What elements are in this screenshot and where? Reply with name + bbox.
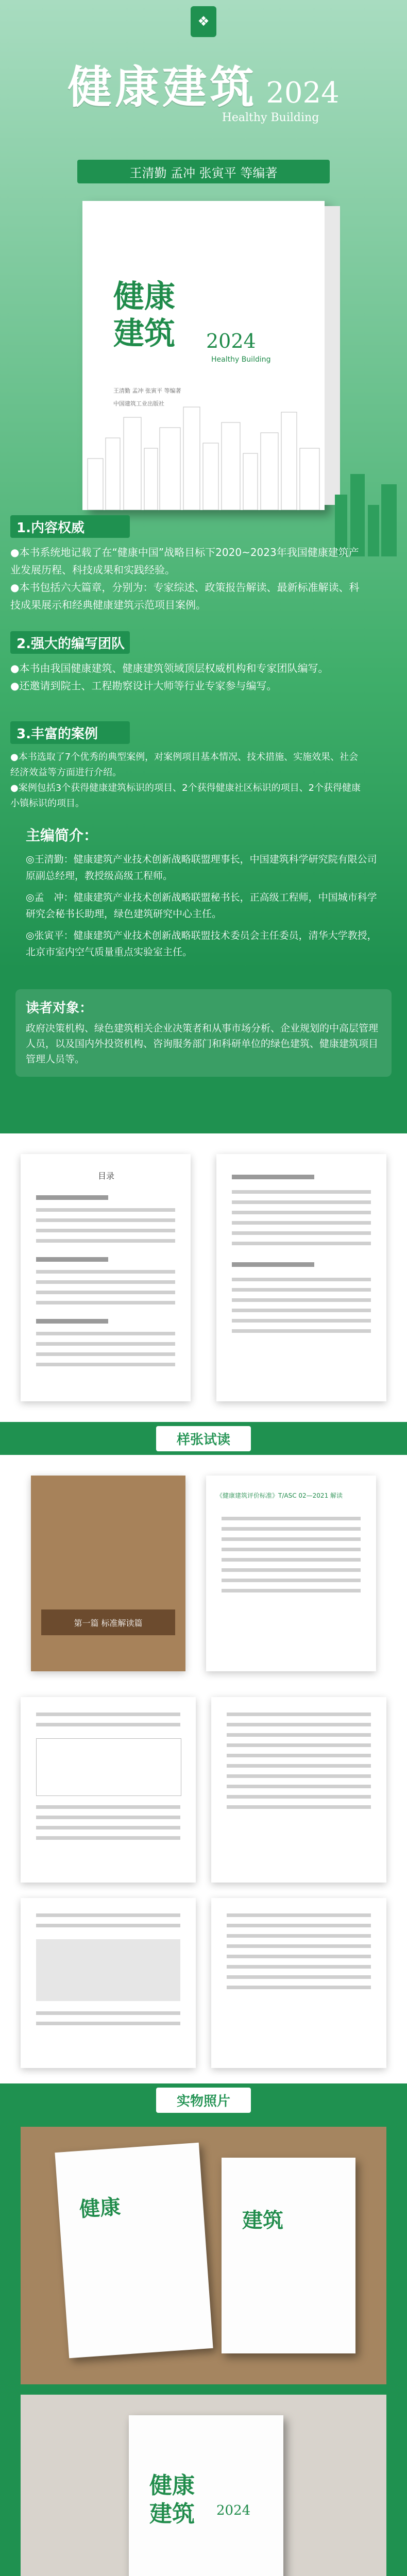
sample-page-figure: [21, 1898, 196, 2068]
bullet: ●本书选取了7个优秀的典型案例，对案例项目基本情况、技术措施、实施效果、社会经济效益等方面进行介绍。: [10, 752, 359, 778]
sample-page-text-2: [211, 1898, 386, 2068]
photos-bar: [0, 2083, 407, 2116]
section-title-3: 3.丰富的案例: [10, 721, 130, 744]
section-body-3: [10, 750, 366, 811]
sample-reading-bar: [0, 1422, 407, 1455]
photo-book-c: [129, 2415, 283, 2576]
photo-book-a: [55, 2143, 213, 2359]
sample-title: 《健康建筑评价标准》T/ASC 02—2021 解读: [216, 1492, 343, 1499]
readers-heading: 读者对象：: [26, 1001, 93, 1016]
toc-page-right: [216, 1154, 386, 1401]
sample-pages: [0, 1455, 407, 2083]
section-title-2: 2.强大的编写团队: [10, 631, 130, 654]
photos-area: [0, 2116, 407, 2576]
toc-page-left: [21, 1154, 191, 1401]
authors-banner: 王清勤 孟冲 张寅平 等编著: [77, 160, 330, 183]
editor-item: ◎孟 冲：健康建筑产业技术创新战略联盟秘书长，正高级工程师，中国城市科学研究会秘书长助理，绿色建筑研究中心主任。: [26, 892, 377, 920]
cover-year: 2024: [206, 330, 256, 352]
editors-heading: 主编简介：: [26, 827, 98, 844]
title-main: 健康建筑: [67, 61, 258, 113]
book-spine: [325, 206, 340, 505]
part-cover-page: [31, 1476, 185, 1671]
cover-title-line2: 建筑: [113, 316, 175, 352]
photo-book-b: [222, 2158, 355, 2353]
photo-book-title: 建筑: [149, 2501, 195, 2527]
readers-block: [15, 989, 392, 1077]
title-en: Healthy Building: [222, 111, 319, 124]
cover-publisher: 中国建筑工业出版社: [113, 400, 164, 407]
photos-label: 实物照片: [156, 2088, 251, 2113]
title-year: 2024: [266, 76, 340, 110]
skyline-decor: [330, 464, 407, 556]
bullet: ●案例包括3个获得健康建筑标识的项目、2个获得健康社区标识的项目、2个获得健康小镇标识的项目。: [10, 783, 361, 809]
photo-1: [21, 2127, 386, 2384]
sample-table: [36, 1738, 181, 1796]
cover-authors: 王清勤 孟冲 张寅平 等编著: [113, 387, 181, 394]
hero-title: [0, 52, 407, 124]
photo-book-title: 健康: [149, 2472, 195, 2499]
part-label: 第一篇 标准解读篇: [41, 1609, 175, 1635]
photo-book-title: 建筑: [242, 2208, 283, 2232]
hero-banner: [0, 0, 407, 969]
cover-en: Healthy Building: [211, 355, 271, 364]
section-body-1: [10, 544, 366, 614]
section-title-1: 1.内容权威: [10, 515, 130, 538]
sample-first-page: [206, 1476, 376, 1671]
sample-page-table: [21, 1697, 196, 1883]
editor-item: ◎张寅平：健康建筑产业技术创新战略联盟技术委员会主任委员，清华大学教授，北京市室内空气质量重点实验室主任。: [26, 930, 377, 958]
city-skyline-illustration: [82, 397, 325, 510]
bullet: ●本书系统地记载了在“健康中国”战略目标下2020~2023年我国健康建筑产业发展历程、科技成果和实践经验。: [10, 546, 359, 576]
photo-book-title: 健康: [78, 2194, 122, 2222]
sample-reading-label: 样张试读: [156, 1426, 251, 1451]
photo-book-year: 2024: [216, 2503, 251, 2518]
readers-text: 政府决策机构、绿色建筑相关企业决策者和从事市场分析、企业规划的中高层管理人员，以及国内外投资机构、咨询服务部门和科研单位的绿色建筑、健康建筑项目管理人员等。: [26, 1023, 379, 1065]
cover-title: [113, 278, 175, 352]
bullet: ●本书包括六大篇章，分别为：专家综述、政策报告解读、最新标准解读、科技成果展示和经典健康建筑示范项目案例。: [10, 581, 360, 611]
editor-item: ◎王清勤：健康建筑产业技术创新战略联盟理事长，中国建筑科学研究院有限公司原副总经理，教授级高级工程师。: [26, 854, 377, 882]
toc-heading: 目录: [98, 1171, 115, 1181]
section-body-2: [10, 659, 366, 694]
bullet: ●还邀请到院士、工程勘察设计大师等行业专家参与编写。: [10, 680, 277, 692]
book-cover: [82, 201, 325, 510]
cover-title-line1: 健康: [113, 279, 175, 315]
sample-page-text: [211, 1697, 386, 1883]
sample-figure: [36, 1939, 180, 2001]
toc-preview: [0, 1133, 407, 1422]
photo-2: [21, 2395, 386, 2576]
leaf-icon: ❖: [191, 6, 216, 37]
bullet: ●本书由我国健康建筑、健康建筑领域顶层权威机构和专家团队编写。: [10, 662, 329, 674]
editors-block: [26, 824, 386, 965]
